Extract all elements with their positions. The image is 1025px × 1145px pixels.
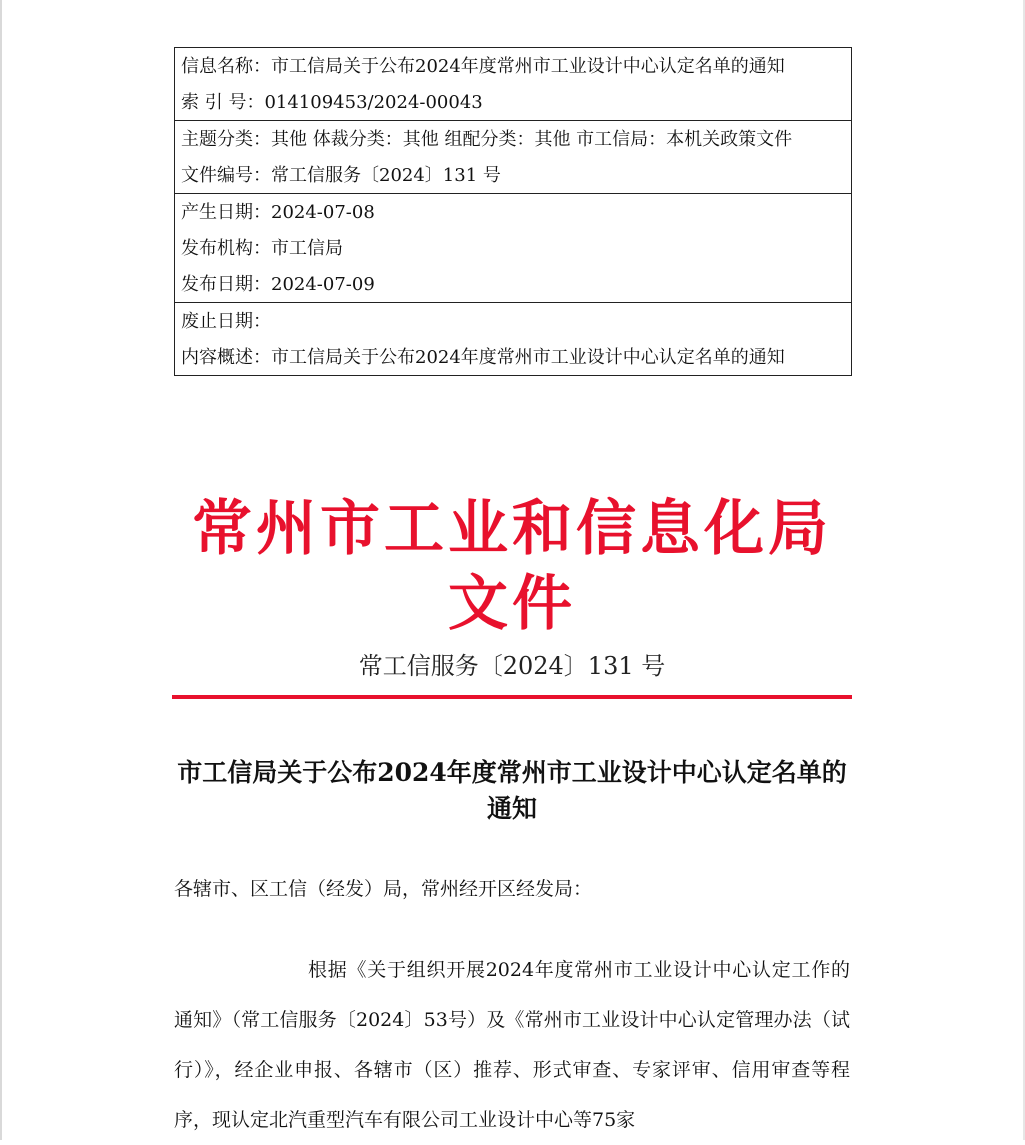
info-name-label: 信息名称：: [181, 56, 271, 77]
category-value: 其他 体裁分类：其他 组配分类：其他 市工信局：本机关政策文件: [271, 129, 793, 150]
body-paragraph: 根据《关于组织开展2024年度常州市工业设计中心认定工作的通知》（常工信服务〔2024〕53号）及《常州市工业设计中心认定管理办法（试行）》，经企业申报、各辖市（区）推荐、形式审查、专家评审、信用审查等程序，现认定北汽重型汽车有限公司工业设计中心等75家: [174, 959, 850, 1131]
addressee-line: 各辖市、区工信（经发）局，常州经开区经发局：: [174, 878, 593, 900]
summary-value: 市工信局关于公布2024年度常州市工业设计中心认定名单的通知: [271, 347, 785, 368]
category-label: 主题分类：: [181, 129, 271, 150]
document-banner-title: 常州市工业和信息化局文件: [192, 494, 832, 639]
created-value: 2024-07-08: [271, 202, 375, 223]
metadata-table: [174, 47, 852, 376]
page-left-edge: [0, 0, 2, 1140]
info-name-text: [181, 54, 785, 80]
index-value: 014109453/2024-00043: [264, 92, 483, 113]
published-value: 2024-07-09: [271, 274, 375, 295]
metadata-row-dates: [175, 193, 851, 302]
abolished-label: 废止日期：: [181, 311, 271, 332]
metadata-row-name: [175, 48, 851, 120]
issuer-value: 市工信局: [271, 238, 343, 259]
created-label: 产生日期：: [181, 202, 271, 223]
metadata-row-summary: [175, 302, 851, 375]
summary-label: 内容概述：: [181, 347, 271, 368]
metadata-row-category: [175, 120, 851, 193]
file-number-label: 文件编号：: [181, 165, 271, 186]
file-number-value: 常工信服务〔2024〕131 号: [271, 165, 501, 186]
document-number: 常工信服务〔2024〕131 号: [358, 652, 666, 680]
published-label: 发布日期：: [181, 274, 271, 295]
issuer-label: 发布机构：: [181, 238, 271, 259]
info-name-value: 市工信局关于公布2024年度常州市工业设计中心认定名单的通知: [271, 56, 785, 77]
red-divider: [172, 695, 852, 699]
index-label: 索 引 号：: [181, 92, 265, 113]
summary-text: [181, 345, 785, 371]
category-text: [181, 127, 792, 153]
notice-title: 市工信局关于公布2024年度常州市工业设计中心认定名单的通知: [177, 758, 847, 823]
